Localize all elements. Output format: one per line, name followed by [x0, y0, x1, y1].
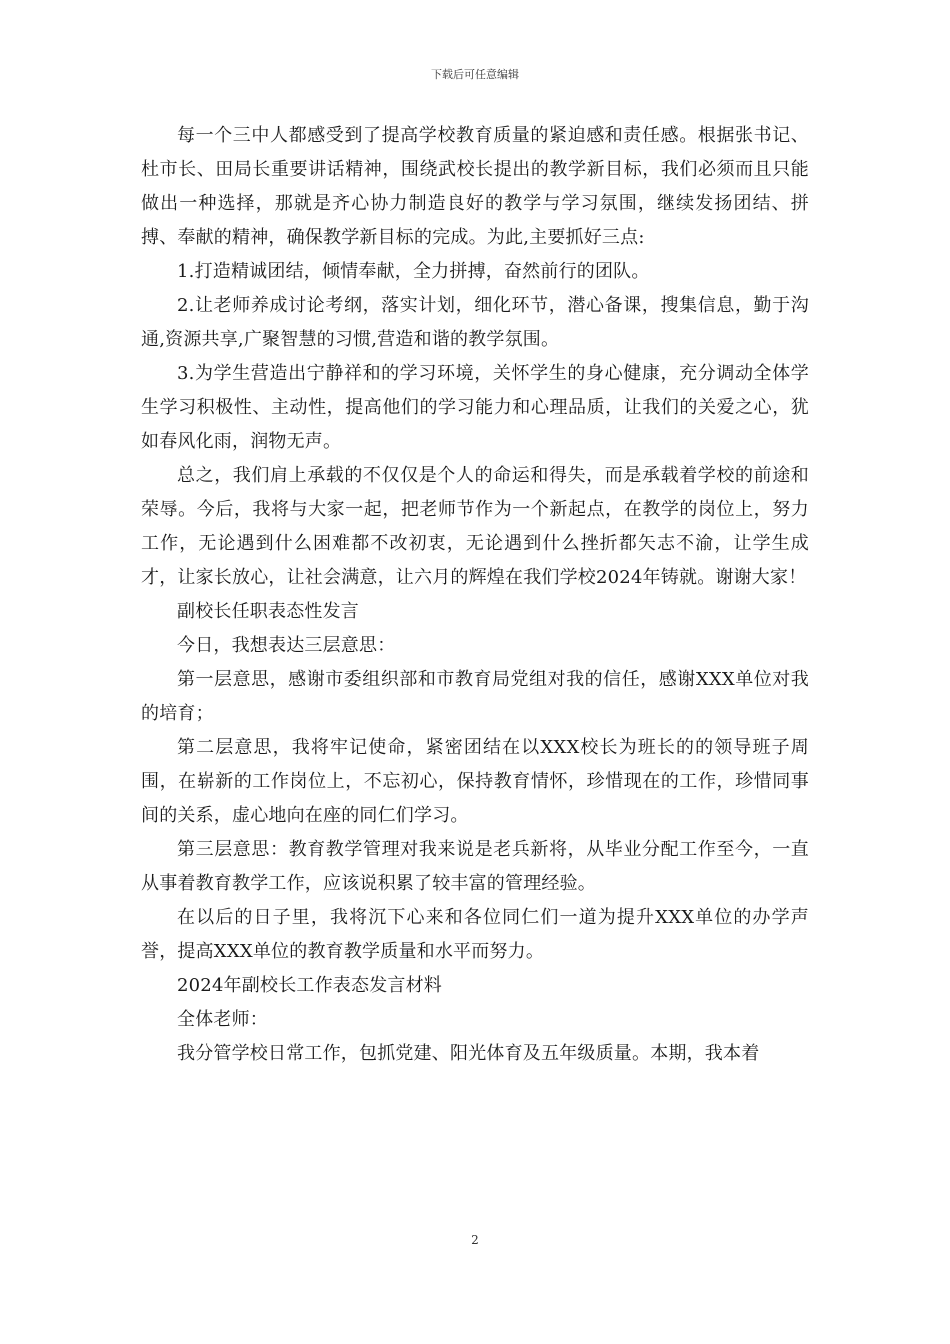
paragraph: 今日，我想表达三层意思： [177, 635, 396, 656]
paragraph: 我分管学校日常工作，包抓党建、阳光体育及五年级质量。本期，我本着 [177, 1043, 760, 1064]
paragraph: 每一个三中人都感受到了提高学校教育质量的紧迫感和责任感。根据张书记、杜市长、田局长重要讲话精神，围绕武校长提出的教学新目标，我们必须而且只能做出一种选择，那就是齐心协力制造良好的教学与学习氛围，继续发扬团结、拼搏、奉献的精神，确保教学新目标的完成。为此,主要抓好三点: [141, 125, 809, 248]
paragraph: 3.为学生营造出宁静祥和的学习环境，关怀学生的身心健康，充分调动全体学生学习积极性、主动性，提高他们的学习能力和心理品质，让我们的关爱之心，犹如春风化雨，润物无声。 [141, 363, 809, 452]
section-heading: 副校长任职表态性发言 [177, 601, 359, 622]
document-body [141, 119, 809, 1071]
paragraph: 2.让老师养成讨论考纲，落实计划，细化环节，潜心备课，搜集信息，勤于沟通,资源共享,广聚智慧的习惯,营造和谐的教学氛围。 [141, 295, 809, 350]
paragraph: 总之，我们肩上承载的不仅仅是个人的命运和得失，而是承载着学校的前途和荣辱。今后，我将与大家一起，把老师节作为一个新起点，在教学的岗位上，努力工作，无论遇到什么困难都不改初衷，无论遇到什么挫折都矢志不渝，让学生成才，让家长放心，让社会满意，让六月的辉煌在我们学校2024年铸就。谢谢大家！ [141, 465, 809, 588]
paragraph: 1.打造精诚团结，倾情奉献，全力拼搏，奋然前行的团队。 [177, 261, 650, 282]
paragraph: 第三层意思：教育教学管理对我来说是老兵新将，从毕业分配工作至今，一直从事着教育教学工作，应该说积累了较丰富的管理经验。 [141, 839, 809, 894]
section-heading: 2024年副校长工作表态发言材料 [177, 975, 443, 996]
paragraph: 第二层意思，我将牢记使命，紧密团结在以XXX校长为班长的的领导班子周围，在崭新的工作岗位上，不忘初心，保持教育情怀，珍惜现在的工作，珍惜同事间的关系，虚心地向在座的同仁们学习。 [141, 737, 809, 826]
salutation: 全体老师： [177, 1009, 268, 1030]
page-number: 2 [471, 1233, 479, 1247]
page-header-note: 下载后可任意编辑 [431, 68, 519, 81]
paragraph: 第一层意思，感谢市委组织部和市教育局党组对我的信任，感谢XXX单位对我的培育； [141, 669, 809, 724]
paragraph: 在以后的日子里，我将沉下心来和各位同仁们一道为提升XXX单位的办学声誉，提高XXX单位的教育教学质量和水平而努力。 [141, 907, 809, 962]
